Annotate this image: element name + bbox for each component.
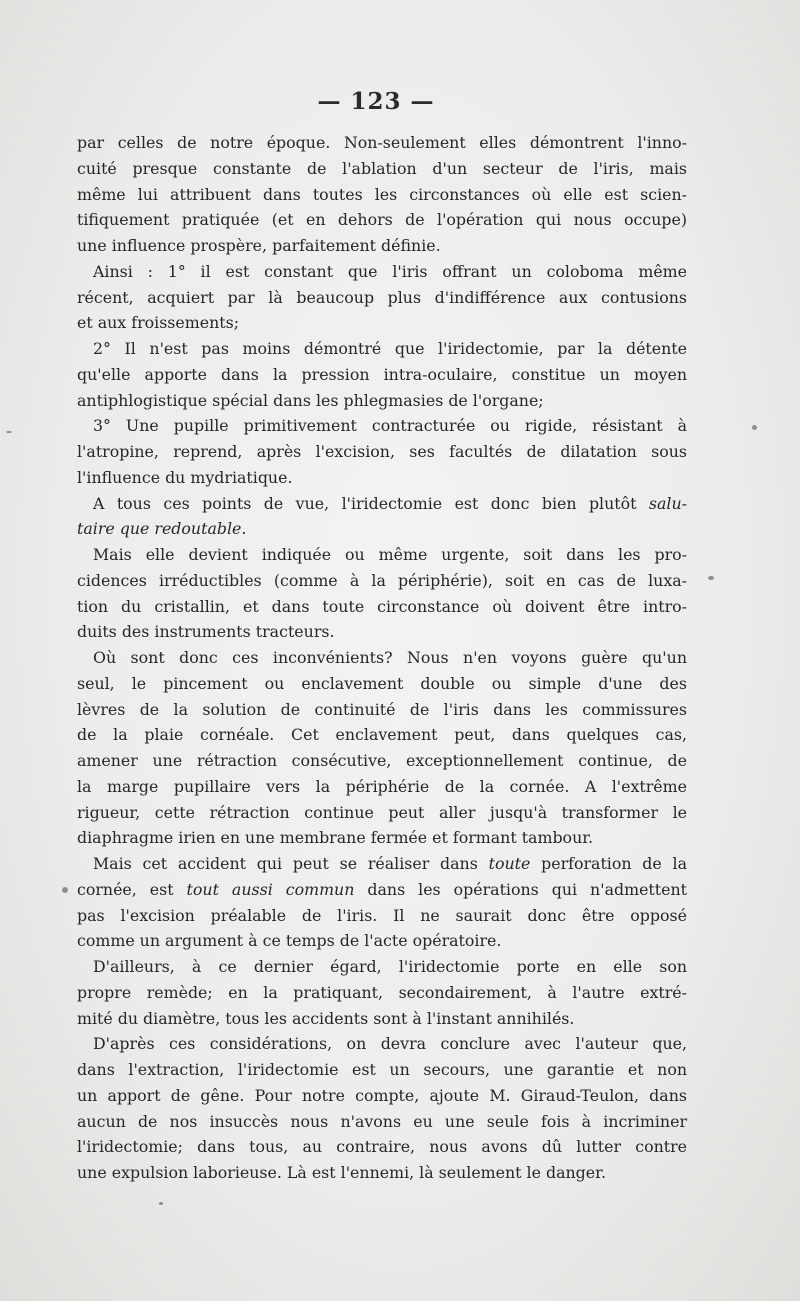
text-line: taire que redoutable.	[77, 519, 247, 539]
text-line: Mais elle devient indiquée ou même urgente, soit dans les pro-	[93, 545, 687, 564]
text-line: cornée, est tout aussi commun dans les opérations qui n'admettent	[77, 879, 687, 899]
text-line: pas l'excision préalable de l'iris. Il ne saurait donc être opposé	[77, 905, 687, 925]
text-line: 3° Une pupille primitivement contracturée ou rigide, résistant à	[93, 416, 687, 436]
text-line: A tous ces points de vue, l'iridectomie est donc bien plutôt salu-	[93, 493, 687, 513]
text-line: mité du diamètre, tous les accidents sont à l'instant annihilés.	[77, 1008, 575, 1028]
text-line: une expulsion laborieuse. Là est l'ennemi, là seulement le danger.	[77, 1163, 606, 1182]
body-text	[77, 130, 687, 1186]
text-line: cidences irréductibles (comme à la périphérie), soit en cas de luxa-	[77, 570, 687, 590]
paper-speck	[62, 887, 68, 893]
text-line: seul, le pincement ou enclavement double ou simple d'une des	[77, 673, 687, 693]
text-line: un apport de gêne. Pour notre compte, ajoute M. Giraud-Teulon, dans	[77, 1085, 687, 1105]
text-line: comme un argument à ce temps de l'acte opératoire.	[77, 931, 502, 951]
text-line: lèvres de la solution de continuité de l'iris dans les commissures	[77, 699, 687, 719]
text-line: rigueur, cette rétraction continue peut aller jusqu'à transformer le	[77, 802, 687, 822]
text-line: 2° Il n'est pas moins démontré que l'iridectomie, par la détente	[93, 339, 687, 358]
text-line: Où sont donc ces inconvénients? Nous n'en voyons guère qu'un	[93, 648, 687, 667]
paper-speck	[6, 431, 12, 433]
text-line: de la plaie cornéale. Cet enclavement peut, dans quelques cas,	[77, 725, 687, 745]
text-line: aucun de nos insuccès nous n'avons eu une seule fois à incriminer	[77, 1111, 687, 1131]
text-line: qu'elle apporte dans la pression intra-oculaire, constitue un moyen	[77, 364, 687, 384]
page-number: — 123 —	[317, 88, 435, 115]
text-line: et aux froissements;	[77, 313, 240, 333]
text-line: Ainsi : 1° il est constant que l'iris offrant un coloboma même	[93, 261, 687, 281]
text-line: dans l'extraction, l'iridectomie est un secours, une garantie et non	[77, 1060, 687, 1079]
text-line: récent, acquiert par là beaucoup plus d'indifférence aux contusions	[77, 287, 687, 307]
text-line: Mais cet accident qui peut se réaliser dans toute perforation de la	[93, 854, 687, 873]
text-line: par celles de notre époque. Non-seulement elles démontrent l'inno-	[77, 133, 687, 152]
text-line: même lui attribuent dans toutes les circonstances où elle est scien-	[77, 184, 687, 204]
text-line: D'après ces considérations, on devra conclure avec l'auteur que,	[93, 1034, 687, 1054]
text-line: antiphlogistique spécial dans les phlegmasies de l'organe;	[77, 390, 544, 410]
text-line: la marge pupillaire vers la périphérie de la cornée. A l'extrême	[77, 776, 687, 796]
paper-speck	[159, 1202, 163, 1205]
text-line: D'ailleurs, à ce dernier égard, l'iridectomie porte en elle son	[93, 957, 687, 976]
text-line: duits des instruments tracteurs.	[77, 622, 335, 642]
text-line: l'atropine, reprend, après l'excision, ses facultés de dilatation sous	[77, 442, 687, 461]
text-line: tion du cristallin, et dans toute circonstance où doivent être intro-	[77, 596, 687, 616]
text-line: amener une rétraction consécutive, exceptionnellement continue, de	[77, 751, 687, 770]
text-line: cuité presque constante de l'ablation d'un secteur de l'iris, mais	[77, 158, 687, 178]
text-line: une influence prospère, parfaitement définie.	[77, 236, 441, 255]
text-line: l'iridectomie; dans tous, au contraire, nous avons dû lutter contre	[77, 1137, 687, 1157]
paper-speck	[708, 576, 714, 580]
text-line: propre remède; en la pratiquant, secondairement, à l'autre extré-	[77, 982, 687, 1002]
text-line: l'influence du mydriatique.	[77, 467, 293, 487]
text-line: diaphragme irien en une membrane fermée et formant tambour.	[77, 828, 594, 848]
paper-speck	[752, 425, 757, 430]
text-line: tifiquement pratiquée (et en dehors de l'opération qui nous occupe)	[77, 210, 687, 230]
